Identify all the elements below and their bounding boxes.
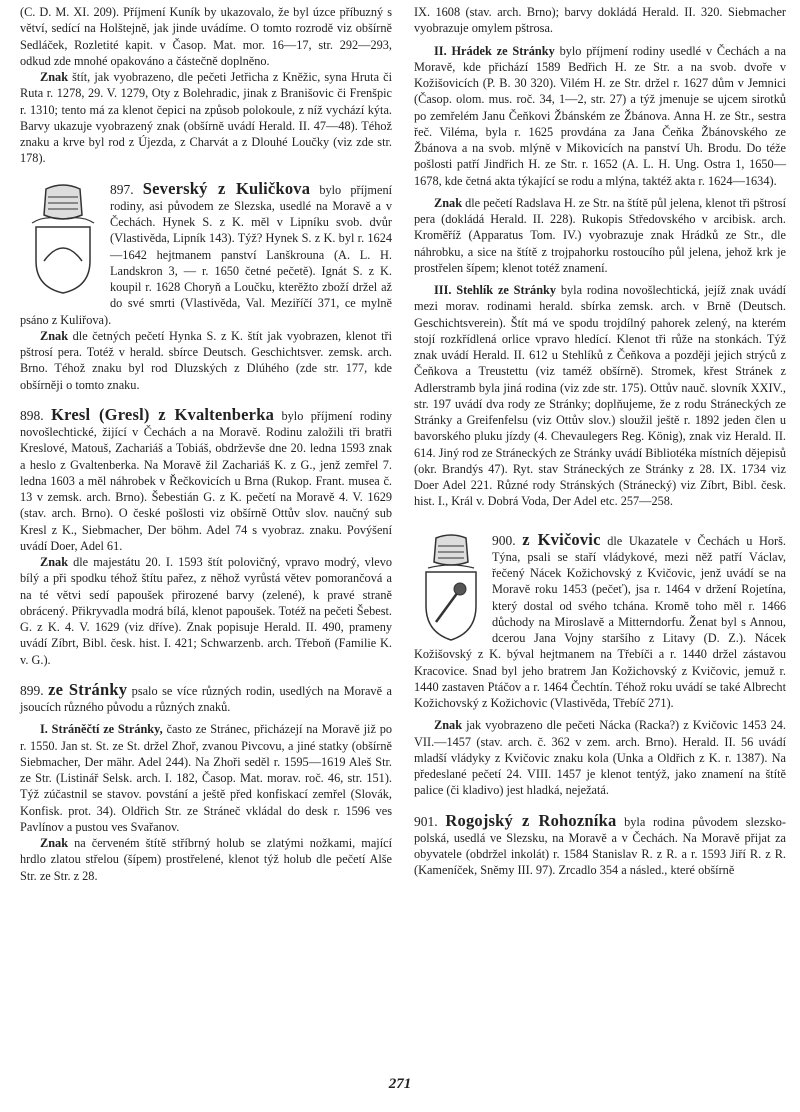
paragraph — [20, 69, 392, 167]
paragraph — [414, 282, 786, 510]
text: často ze Stránec, přicházejí na Moravě již po r. 1550. Jan st. St. ze St. držel Zhoř, zvanou Pivcovu, a jiné statky (obšírně Siebmacher, Der mähr. Adel 244). Na Zhoři seděl r. 1595—1619 Aleš Str. ze Str. (Listinář Selsk. arch. I. 182, Časop. Mat. morav. roč. 46, str. 151). Týž zúčastnil se stavov. povstání a ještě před konfiskací zemřel (Slovák, Konfisk. prot. 34). Oldřich Str. ze Stráneč vkládal do desk r. 1596 ves Pavlínov a pustou ves Svařanov. — [20, 722, 392, 834]
text: na červeném štítě stříbrný holub se zlatými nožkami, mající hrdlo zlatou střelou (šípem) prostřelené, klenot týž holub dle pečetí Alše Str. ze Str. z 28. — [20, 836, 392, 883]
entry-heading: Severský z Kuličkova — [142, 178, 311, 198]
paragraph — [414, 717, 786, 798]
entry-heading: Rogojský z Rohozníka — [445, 810, 617, 830]
entry-900 — [414, 529, 786, 799]
entry-number: 900. — [492, 532, 516, 548]
text: dle majestátu 20. I. 1593 štít polovičný, vpravo modrý, vlevo bílý a při spodku téhož štítu pařez, z něhož vyrůstá větev pomorančová a na té větvi sedí papoušek přirozené barvy (zelené), k pravé straně obrácený. Přikryvadla modrá bílá, klenot papoušek. Totéž na pečeti Šebest. G. z K. 4. V. 1629 (viz dříve). Znak popisuje Herald. II. 490, prameny uvádí Zíbrt, Bibl. česk. hist. I. 421; Schwarzenb. arch. Třeboň (Familie K. v. G.). — [20, 555, 392, 667]
entry-heading: Kresl (Gresl) z Kvaltenberka — [51, 404, 275, 424]
lead: III. Stehlík ze Stránky — [434, 283, 557, 297]
text: psalo se více různých rodin, usedlých na Moravě a jsoucích různého původu a různých znaků. — [20, 683, 392, 714]
lead: Znak — [434, 718, 463, 733]
paragraph — [20, 328, 392, 393]
lead: Znak — [40, 555, 69, 569]
text: byla rodina původem slezsko-polská, usedlá ve Slezsku, na Moravě a v Čechách. Na Moravě přijat za obyvatele (obdržel inkolát) r. 1584 Stanislav R. z R. a r. 1593 Jiří R. z R. (Kameníček, Sněmy III. 97). Zrcadlo 354 a násled., které obšírně — [414, 814, 786, 878]
lead: Znak — [40, 328, 69, 343]
entry-898 — [20, 404, 393, 668]
lead: II. Hrádek ze Stránky — [434, 43, 555, 58]
entry-number: 901. — [414, 813, 438, 829]
lead: Znak — [40, 836, 69, 850]
lead: Znak — [40, 70, 69, 84]
entry-899 — [20, 679, 392, 884]
text: štít, jak vyobrazeno, dle pečeti Jetřicha z Kněžic, syna Hruta či Ruta r. 1278, 29. V. 1279, Oty z Bolehradic, jinak z Branišovic či Frenšpic r. 1310; tento má za klenot čepici na způsob polokoule, z níž vychází kýta. Barvy ukazuje vyobrazený znak (obšírně uvádí Herald. II. 47—48). Téhož znaku a krve byl rod z Újezda, z Charvát a z Dlouhé Loučky (viz zde str. 178). — [20, 70, 392, 166]
entry-heading: z Kvičovic — [522, 529, 601, 549]
lead: I. Stráněčtí ze Stránky, — [40, 722, 163, 737]
left-column — [20, 4, 392, 884]
text: dle četných pečetí Hynka S. z K. štít jak vyobrazen, klenot tři pštrosí pera. Totéž v herald. sbírce Deutsch. Geschichtsver. zemsk. arch. Brno. Téhož znaku byl rod Dluzských z Dlúhého (zde str. 177, kde obšírněji o tomto znaku. — [20, 328, 392, 392]
lead: Znak — [434, 195, 463, 210]
text: bylo příjmení rodiny novošlechtické, žijící v Čechách a na Moravě. Rodinu založili tři bratři Kreslové, Matouš, Zachariáš a Tobiáš, obdrževše dne 20. ledna 1593 znak a heslo z Gvaltenberka. Na Moravě žil Zachariáš K. z G., jenž zemřel 7. ledna 1603 a měl náhrobek v Řečkovicích u Brna (Rukop. Frant. musea č. 13 v zemsk. arch. Brno). Šebestián G. z K. pečetí na Moravě 4. V. 1629 (stav. arch. Brno). O české pošlosti viz obšírně Ottův slov. naučný sub Kresl z K., Siebmacher, Der böhm. Adel 74 s vyobraz. znaku. Povýšení uvádí Doer, Adel 61. — [20, 408, 393, 553]
right-column — [414, 4, 786, 879]
text: bylo příjmení rodiny usedlé v Čechách a na Moravě, kde přichází 1589 Bedřich H. ze Str. a na svob. dvoře v Kožišovicích (P. B. 30 320). Vilém H. ze Str. držel r. 1627 dům v Jemnici (Časop. olom. mus. roč. 34, 1—2, str. 27) a týž jmenuje se ujcem sirotků po zemřelém Janu Čeňkovi Žbánském ze Žbánova. Anna H. ze Str., sestra řeč. Viléma, byla r. 1625 provdána za Jana Čeňka Žbánovského ze Žbánova a na svob. mlýně v Mikovicích na panství Uh. Brodu. Do téže pošlosti patří Jindřich H. ze Str. r. 1652 (A. L. H. Ung. Ostra 1, 1650—1678, kde četná akta týkající se rodu a mlýna, taktéž akta r. 1624—1634). — [414, 43, 786, 188]
entry-number: 898. — [20, 407, 44, 423]
entry-text — [20, 404, 393, 554]
paragraph: (C. D. M. XI. 209). Příjmení Kuník by ukazovalo, že byl úzce příbuzný s větví, sedící na Holštejně, jak jinde uvádíme. O tomto rozrodě viz obšírně Sedláček, Rozletité kapit. v Časop. Mat. mor. 16—17, str. 292—293, odkud zde mnohé opakováno a částečně doplněno. — [20, 5, 392, 68]
paragraph — [414, 195, 786, 276]
text: byla rodina novošlechtická, jejíž znak uvádí mezi morav. rodinami herald. sbírka zemsk. arch. v Brně (Deutsch. Geschichtsverein). Štít má ve spodu trojdílný pahorek zelený, na kterém stojí rozkřídlená orlice vpravo hledící. Klenot tři růže na stonkách. Týž znak uvádí Herald. II. 612 u Stehlíků z Čeňkova a později jejich strýců z Čeňkova a Treustettu (viz taméž obšírně). Stromek, křest Stránek z Adlerstramb byla jiná rodina (viz zde str. 175). Ottův nauč. slovník XXIV., str. 197 uvádí dva rody ze Stránky; doplňujeme, že z rodu Stráneckých ze Stránky a Greifenfelsu (viz Ottův slov.) sloužil ještě r. 1892 jeden člen u bavorského pluku jízdy (4. Chevaulegers Reg. König), znak viz Herald. II. 614. Jiný rod ze Stráneckých ze Stránky uvádí Bibliotéka místních dějepisů (okr. Brandýs 47). Ryt. stav Stráneckých ze Stránky z 28. IX. 1734 viz Doer Adel 221. Různé rody Stránských (Stránecký) viz Zíbrt, Bibl. česk. hist. I., Král v. Dobrá Voda, Der Adel etc. 257—258. — [414, 283, 787, 509]
entry-897 — [20, 178, 393, 393]
entry-901 — [414, 810, 786, 879]
paragraph: IX. 1608 (stav. arch. Brno); barvy dokládá Herald. II. 320. Siebmacher vyobrazuje omylem pštrosa. — [414, 5, 786, 36]
text: bylo příjmení rodiny, asi původem ze Slezska, usedlé na Moravě a v Čechách. Hynek S. z K. měl v Lipníku svob. dvůr (Vlastivěda, Lipník 143). Týž? Hynek S. z K. byl r. 1624—1642 hejtmanem panství Lanškrouna (A. L. H. Landskron 3, — r. 1650 četné pečetě). Ignát S. z K. koupil r. 1628 Choryň a Loučku, kterěžto zboží držel až do své smrti (Vlastivěda, Val. Meziříčí 371, ce mylně psáno z Kuliřova). — [20, 182, 393, 327]
paragraph — [20, 554, 392, 668]
paragraph — [414, 43, 786, 189]
entry-heading: ze Stránky — [48, 679, 128, 699]
text: jak vyobrazeno dle pečeti Nácka (Racka?) z Kvičovic 1453 24. VII.—1457 (stav. arch. č. 362 v zem. arch. Brno). Herald. II. 56 uvádí mladší vládyky z Kvičovic znaku kola (Unka a Oldřich z K. r. 1387). Na předeslané pečetí 24. VIII. 1457 je klenot tentýž, jako znamení na štítě palice (či kladivo) jest hladká, neježatá. — [414, 718, 786, 798]
entry-number: 899. — [20, 682, 44, 698]
paragraph — [20, 721, 392, 835]
entry-number: 897. — [110, 181, 134, 197]
page-number: 271 — [388, 1076, 412, 1092]
coat-of-arms-mace-shield-icon — [418, 534, 484, 642]
text: dle Ukazatele v Čechách u Horš. Týna, psali se staří vládykové, mezi něž patří Václav, řečený Nácek Kožichovský z Kvičovic, jenž uvádí se na Moravě roku 1453 (pečeť), jsa r. 1464 v držení Rojetína, který dostal od svého tchána. Kromě toho měl r. 1466 důchody na Miroslavě a Mitterndorfu. Ženat byl s Annou, dcerou Jana Vojny staršího z Litavy (D. Z.). Nácek Kožišovský z K. býval hejtmanem na Třebíči a r. 1440 držel zástavou Kracovice. Snad byl jeho bratrem Jan Kožichovský z Kvičovic, jemuž r. 1440 zastaven Ptáčov a r. 1464 Čechtín. Téhož roku uvádí se také Albrecht Kožichovský z Kožichovic (Vlastivěda, Třebíč 271). — [414, 533, 786, 710]
text: dle pečetí Radslava H. ze Str. na štítě půl jelena, klenot tři pštrosí pera (dokládá Herald. II. 228). Rukopis Středovského v arcibisk. arch. Kroměříž (Apparatus Tom. IV.) vyobrazuje znak Hrádků ze Str., dle náhrobku, a sice na štítě z trojpahorku rostoucího půl jelena, jehož krk je prostřelen šípem; klenot totéž znamení. — [414, 195, 786, 275]
paragraph — [20, 835, 392, 884]
entry-text — [414, 810, 786, 879]
coat-of-arms-helmet-shield-icon — [24, 183, 102, 295]
entry-text — [20, 679, 392, 716]
